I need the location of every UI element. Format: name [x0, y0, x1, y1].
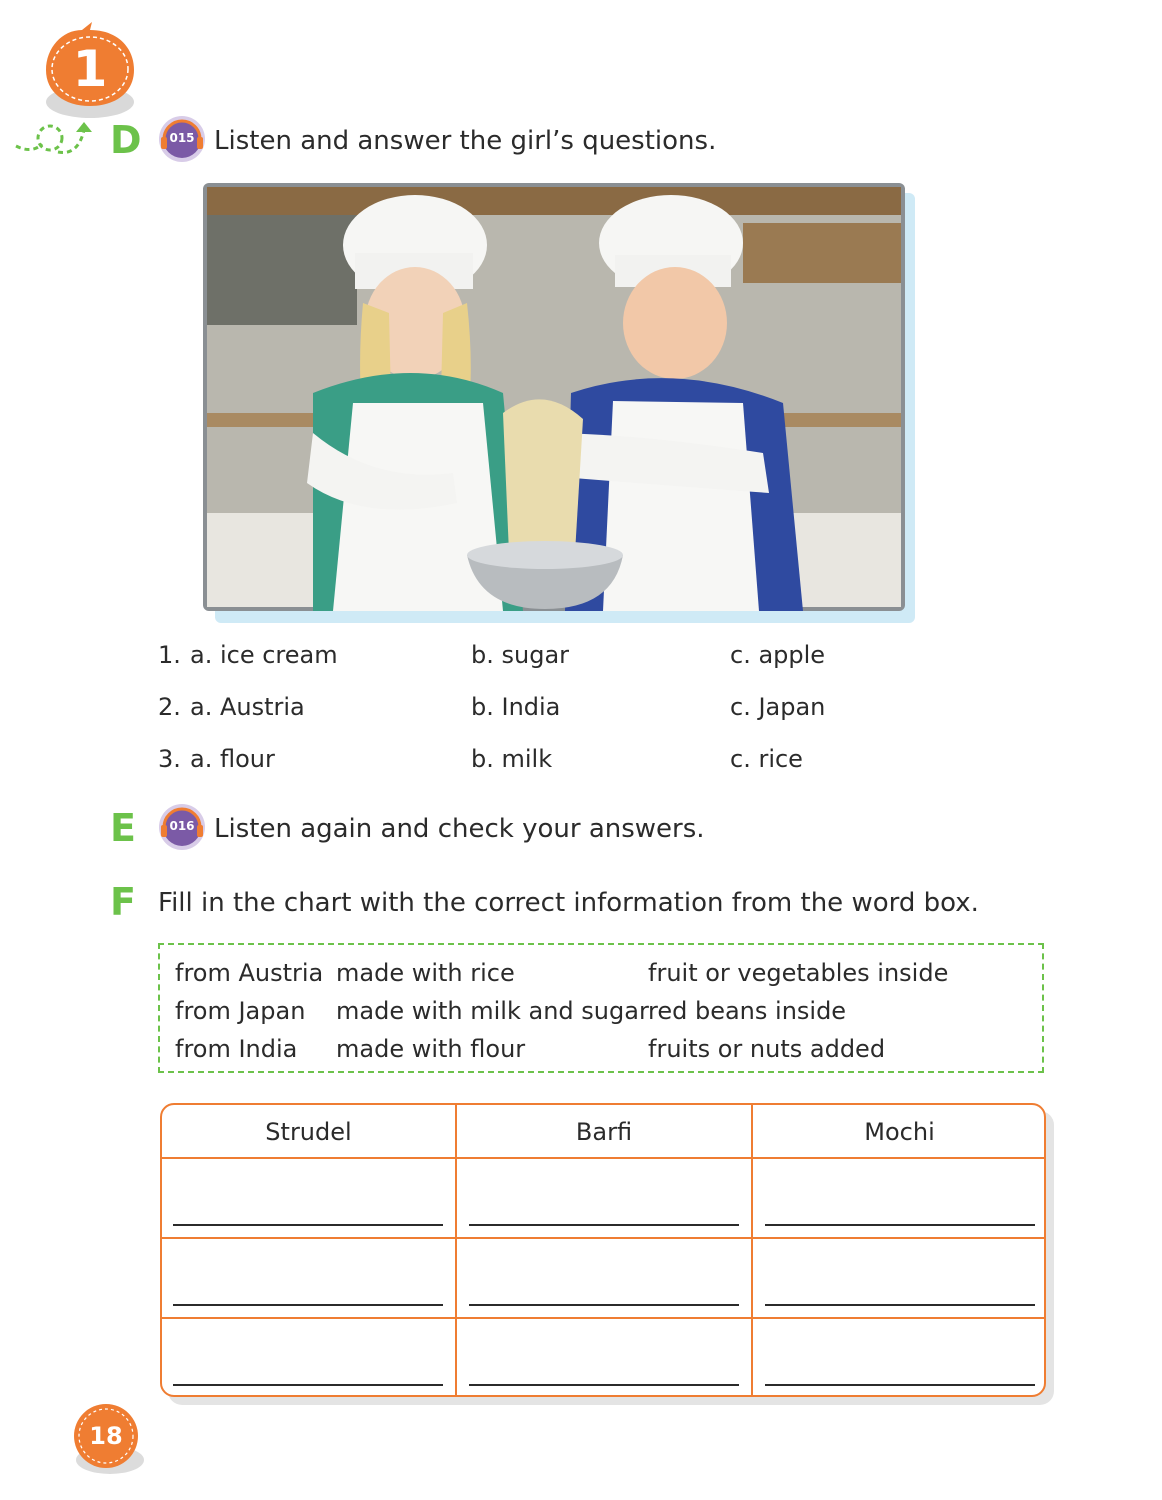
answer-line[interactable]	[173, 1224, 443, 1226]
answer-line[interactable]	[765, 1224, 1035, 1226]
question-number: 1.	[158, 641, 181, 669]
chart-header-strudel: Strudel	[265, 1118, 352, 1146]
kids-baking-photo	[203, 183, 915, 623]
audio-track-number: 015	[169, 131, 195, 145]
section-f-instruction: Fill in the chart with the correct information from the word box.	[158, 888, 979, 918]
unit-number: 1	[72, 40, 108, 98]
word-box-item: made with milk and sugar	[336, 997, 649, 1025]
answer-line[interactable]	[173, 1384, 443, 1386]
option-a[interactable]: a. ice cream	[190, 641, 338, 669]
option-b[interactable]: b. India	[471, 693, 561, 721]
word-box-item: from Japan	[175, 997, 306, 1025]
option-c[interactable]: c. Japan	[730, 693, 826, 721]
word-box-item: fruits or nuts added	[648, 1035, 886, 1063]
answer-line[interactable]	[765, 1304, 1035, 1306]
audio-track-number: 016	[169, 819, 195, 833]
option-c[interactable]: c. apple	[730, 641, 826, 669]
answer-line[interactable]	[765, 1384, 1035, 1386]
option-b[interactable]: b. milk	[471, 745, 553, 773]
option-a[interactable]: a. flour	[190, 745, 275, 773]
answer-line[interactable]	[173, 1304, 443, 1306]
review-arrow-icon	[12, 116, 98, 162]
word-box-item: from India	[175, 1035, 298, 1063]
chart-header-barfi: Barfi	[575, 1118, 633, 1146]
word-box-item: from Austria	[175, 959, 324, 987]
section-d-instruction: Listen and answer the girl’s questions.	[214, 126, 717, 156]
answer-line[interactable]	[469, 1304, 739, 1306]
section-f-letter: F	[110, 880, 136, 924]
fill-in-chart	[160, 1103, 1046, 1397]
option-a[interactable]: a. Austria	[190, 693, 305, 721]
question-number: 3.	[158, 745, 181, 773]
chart-header-mochi: Mochi	[864, 1118, 935, 1146]
word-box-item: made with flour	[336, 1035, 526, 1063]
section-d-letter: D	[110, 118, 142, 162]
answer-line[interactable]	[469, 1224, 739, 1226]
answer-line[interactable]	[469, 1384, 739, 1386]
section-e-letter: E	[110, 806, 136, 850]
question-number: 2.	[158, 693, 181, 721]
page-number: 18	[89, 1422, 123, 1450]
word-box-item: fruit or vegetables inside	[648, 959, 949, 987]
word-box-item: red beans inside	[648, 997, 847, 1025]
word-box-item: made with rice	[336, 959, 515, 987]
option-c[interactable]: c. rice	[730, 745, 803, 773]
option-b[interactable]: b. sugar	[471, 641, 570, 669]
section-e-instruction: Listen again and check your answers.	[214, 814, 705, 844]
